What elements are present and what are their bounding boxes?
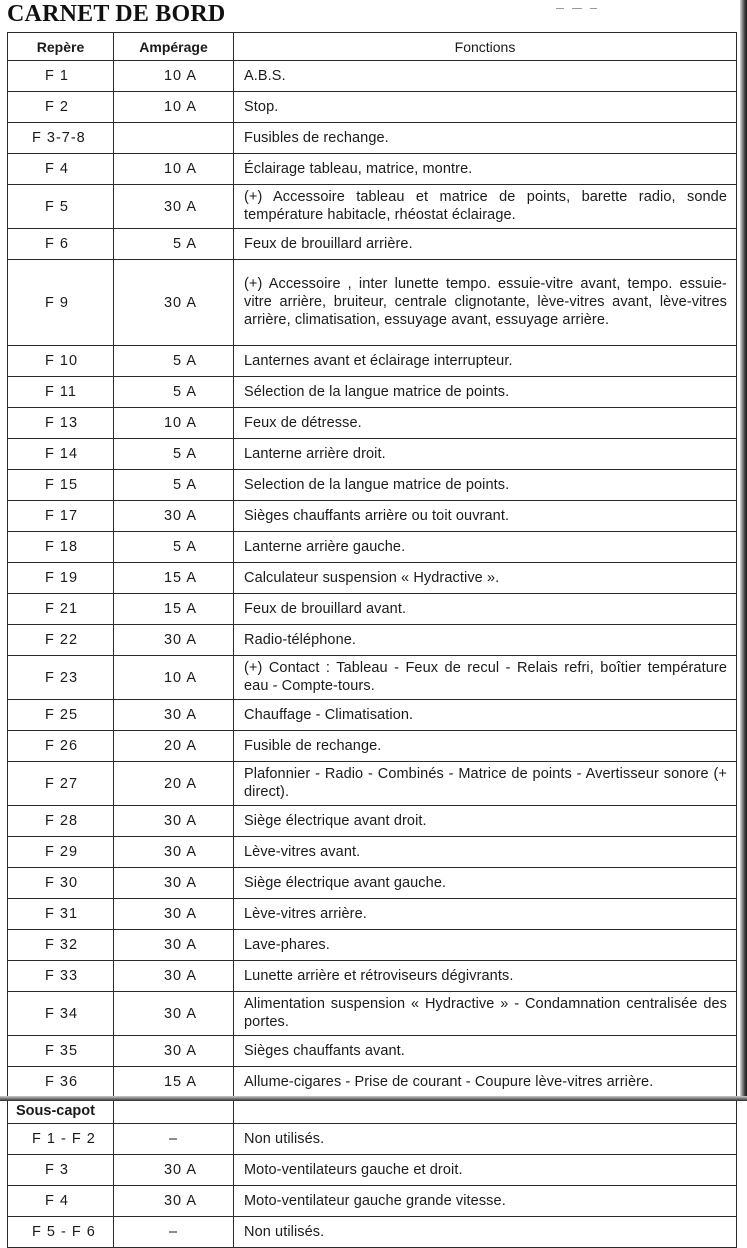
amperage-cell: 15 A — [114, 594, 234, 625]
repere-cell: F 31 — [8, 899, 114, 930]
function-cell: Non utilisés. — [234, 1217, 737, 1248]
table-row — [8, 930, 737, 961]
scan-mark — [572, 8, 582, 9]
repere-cell: F 26 — [8, 731, 114, 762]
amperage-cell: 10 A — [114, 154, 234, 185]
function-cell: Stop. — [234, 92, 737, 123]
table-row — [8, 1155, 737, 1186]
repere-cell: F 29 — [8, 837, 114, 868]
table-row — [8, 1124, 737, 1155]
table-row — [8, 61, 737, 92]
table-row — [8, 806, 737, 837]
amperage-cell: 10 A — [114, 656, 234, 700]
table-row — [8, 229, 737, 260]
function-cell: Feux de détresse. — [234, 408, 737, 439]
fuse-table — [7, 32, 737, 1248]
page-title: CARNET DE BORD — [7, 1, 226, 27]
repere-cell: F 6 — [8, 229, 114, 260]
function-cell: Plafonnier - Radio - Combinés - Matrice de points - Avertisseur sonore (+ direct). — [234, 762, 737, 806]
table-row — [8, 439, 737, 470]
table-row — [8, 185, 737, 229]
empty-cell — [234, 1098, 737, 1124]
function-cell: Lanternes avant et éclairage interrupteur. — [234, 346, 737, 377]
function-cell: Radio-téléphone. — [234, 625, 737, 656]
amperage-cell — [114, 123, 234, 154]
repere-cell: F 21 — [8, 594, 114, 625]
amperage-cell: 30 A — [114, 185, 234, 229]
table-row — [8, 837, 737, 868]
function-cell: (+) Accessoire tableau et matrice de points, barette radio, sonde température habitacle, rhéostat éclairage. — [234, 185, 737, 229]
repere-cell: F 30 — [8, 868, 114, 899]
repere-cell: F 28 — [8, 806, 114, 837]
function-cell: Lave-phares. — [234, 930, 737, 961]
amperage-cell: 30 A — [114, 260, 234, 346]
repere-cell: F 19 — [8, 563, 114, 594]
function-cell: Sélection de la langue matrice de points. — [234, 377, 737, 408]
function-cell: Lunette arrière et rétroviseurs dégivrants. — [234, 961, 737, 992]
repere-cell: F 1 - F 2 — [8, 1124, 114, 1155]
function-cell: Non utilisés. — [234, 1124, 737, 1155]
table-row — [8, 656, 737, 700]
table-row — [8, 346, 737, 377]
repere-cell: F 11 — [8, 377, 114, 408]
function-cell: Lanterne arrière gauche. — [234, 532, 737, 563]
repere-cell: F 25 — [8, 700, 114, 731]
amperage-cell: 15 A — [114, 563, 234, 594]
function-cell: Sièges chauffants avant. — [234, 1036, 737, 1067]
table-row — [8, 868, 737, 899]
amperage-cell: 30 A — [114, 1155, 234, 1186]
repere-cell: F 13 — [8, 408, 114, 439]
table-row — [8, 762, 737, 806]
repere-cell: F 4 — [8, 1186, 114, 1217]
function-cell: Fusible de rechange. — [234, 731, 737, 762]
function-cell: Chauffage - Climatisation. — [234, 700, 737, 731]
table-row — [8, 1067, 737, 1098]
function-cell: Fusibles de rechange. — [234, 123, 737, 154]
amperage-cell: 30 A — [114, 961, 234, 992]
repere-cell: F 5 — [8, 185, 114, 229]
function-cell: Siège électrique avant gauche. — [234, 868, 737, 899]
table-row — [8, 594, 737, 625]
amperage-cell: 5 A — [114, 439, 234, 470]
table-row — [8, 123, 737, 154]
repere-cell: F 15 — [8, 470, 114, 501]
amperage-cell: 30 A — [114, 1186, 234, 1217]
repere-cell: F 35 — [8, 1036, 114, 1067]
table-row — [8, 563, 737, 594]
repere-cell: F 36 — [8, 1067, 114, 1098]
amperage-cell: 30 A — [114, 899, 234, 930]
repere-cell: F 23 — [8, 656, 114, 700]
repere-cell: F 2 — [8, 92, 114, 123]
scan-edge-bottom — [0, 1096, 747, 1101]
function-cell: Selection de la langue matrice de points. — [234, 470, 737, 501]
amperage-cell: 30 A — [114, 625, 234, 656]
table-row — [8, 408, 737, 439]
function-cell: Éclairage tableau, matrice, montre. — [234, 154, 737, 185]
repere-cell: F 18 — [8, 532, 114, 563]
function-cell: Lève-vitres avant. — [234, 837, 737, 868]
repere-cell: F 32 — [8, 930, 114, 961]
repere-cell: F 4 — [8, 154, 114, 185]
amperage-cell: 5 A — [114, 532, 234, 563]
amperage-cell: 5 A — [114, 377, 234, 408]
repere-cell: F 10 — [8, 346, 114, 377]
function-cell: Feux de brouillard avant. — [234, 594, 737, 625]
amperage-cell: 30 A — [114, 868, 234, 899]
amperage-cell: 20 A — [114, 762, 234, 806]
function-cell: Sièges chauffants arrière ou toit ouvrant. — [234, 501, 737, 532]
repere-cell: F 1 — [8, 61, 114, 92]
amperage-cell: 30 A — [114, 501, 234, 532]
repere-cell: F 22 — [8, 625, 114, 656]
repere-cell: F 27 — [8, 762, 114, 806]
scan-mark — [590, 8, 597, 9]
amperage-cell: 30 A — [114, 992, 234, 1036]
table-row — [8, 1036, 737, 1067]
amperage-cell: 30 A — [114, 700, 234, 731]
function-cell: Feux de brouillard arrière. — [234, 229, 737, 260]
function-cell: A.B.S. — [234, 61, 737, 92]
scan-mark — [556, 8, 564, 9]
amperage-cell: 20 A — [114, 731, 234, 762]
function-cell: Calculateur suspension « Hydractive ». — [234, 563, 737, 594]
table-row — [8, 992, 737, 1036]
section-label-sous-capot: Sous-capot — [8, 1098, 114, 1124]
function-cell: Allume-cigares - Prise de courant - Coupure lève-vitres arrière. — [234, 1067, 737, 1098]
amperage-cell: – — [114, 1217, 234, 1248]
function-cell: (+) Accessoire , inter lunette tempo. essuie-vitre avant, tempo. essuie-vitre arrière, bruiteur, centrale clignotante, lève-vitres avant, lève-vitres arrière, climatisation, essuyage avant, essuyage arrière. — [234, 260, 737, 346]
repere-cell: F 17 — [8, 501, 114, 532]
table-row — [8, 532, 737, 563]
table-row — [8, 470, 737, 501]
table-row — [8, 154, 737, 185]
amperage-cell: 5 A — [114, 229, 234, 260]
amperage-cell: 10 A — [114, 408, 234, 439]
table-row — [8, 1186, 737, 1217]
amperage-cell: 10 A — [114, 61, 234, 92]
amperage-cell: 30 A — [114, 837, 234, 868]
section-header-row — [8, 1098, 737, 1124]
scan-edge-right — [740, 0, 747, 1101]
repere-cell: F 34 — [8, 992, 114, 1036]
table-row — [8, 700, 737, 731]
table-row — [8, 731, 737, 762]
function-cell: Moto-ventilateur gauche grande vitesse. — [234, 1186, 737, 1217]
function-cell: (+) Contact : Tableau - Feux de recul - Relais refri, boîtier température eau - Compte-tours. — [234, 656, 737, 700]
function-cell: Lève-vitres arrière. — [234, 899, 737, 930]
amperage-cell: 5 A — [114, 470, 234, 501]
table-row — [8, 1217, 737, 1248]
table-row — [8, 899, 737, 930]
column-header-amperage: Ampérage — [114, 33, 234, 61]
table-row — [8, 260, 737, 346]
table-row — [8, 961, 737, 992]
repere-cell: F 3-7-8 — [8, 123, 114, 154]
function-cell: Moto-ventilateurs gauche et droit. — [234, 1155, 737, 1186]
table-row — [8, 501, 737, 532]
table-row — [8, 625, 737, 656]
function-cell: Lanterne arrière droit. — [234, 439, 737, 470]
table-row — [8, 377, 737, 408]
function-cell: Siège électrique avant droit. — [234, 806, 737, 837]
column-header-fonctions: Fonctions — [234, 33, 737, 61]
repere-cell: F 5 - F 6 — [8, 1217, 114, 1248]
amperage-cell: – — [114, 1124, 234, 1155]
amperage-cell: 30 A — [114, 806, 234, 837]
repere-cell: F 9 — [8, 260, 114, 346]
amperage-cell: 5 A — [114, 346, 234, 377]
amperage-cell: 30 A — [114, 930, 234, 961]
table-header-row — [8, 33, 737, 61]
repere-cell: F 33 — [8, 961, 114, 992]
function-cell: Alimentation suspension « Hydractive » - Condamnation centralisée des portes. — [234, 992, 737, 1036]
amperage-cell: 10 A — [114, 92, 234, 123]
repere-cell: F 14 — [8, 439, 114, 470]
amperage-cell: 15 A — [114, 1067, 234, 1098]
repere-cell: F 3 — [8, 1155, 114, 1186]
column-header-repere: Repère — [8, 33, 114, 61]
amperage-cell: 30 A — [114, 1036, 234, 1067]
empty-cell — [114, 1098, 234, 1124]
table-row — [8, 92, 737, 123]
